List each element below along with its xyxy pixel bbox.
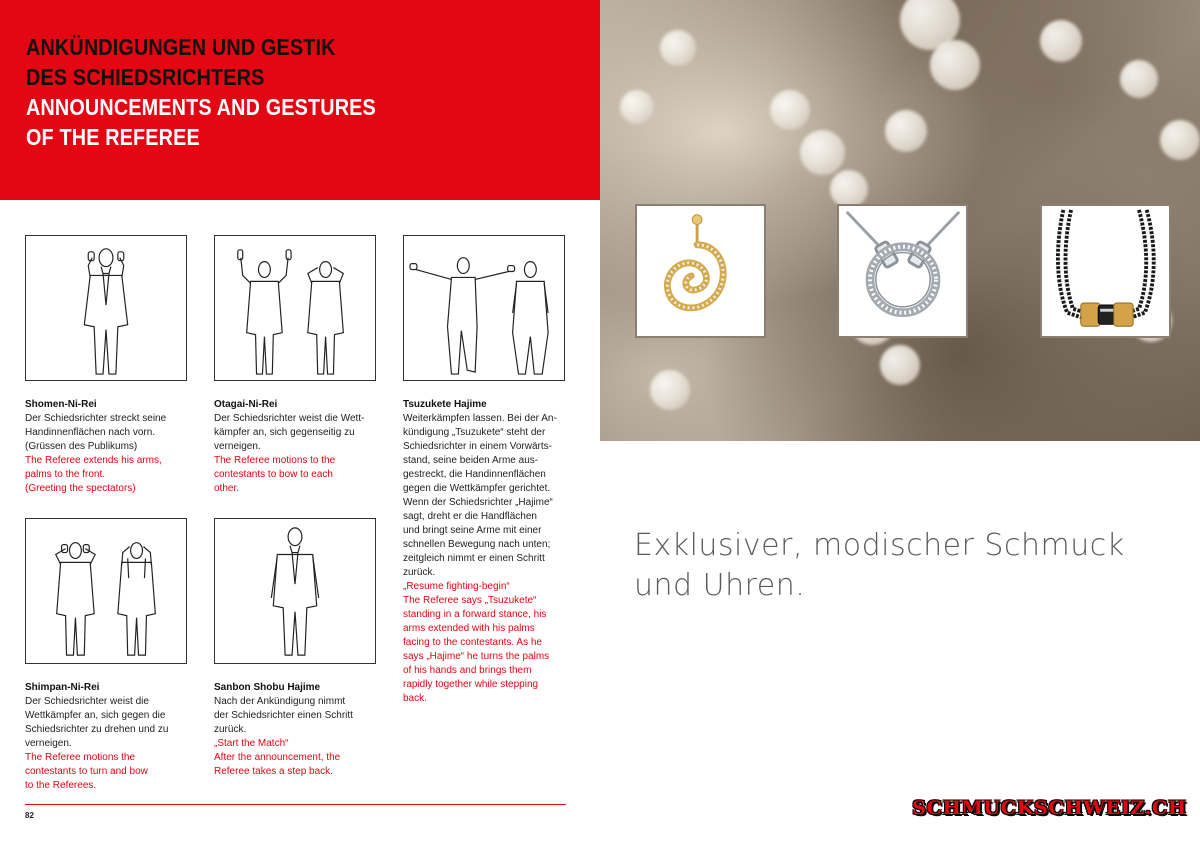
caption-en-line: contestants to bow to each <box>214 469 333 480</box>
caption-de-line: Wettkämpfer an, sich gegen die <box>25 710 166 721</box>
caption-de-line: zurück. <box>403 567 436 578</box>
caption-en-line: arms extended with his palms <box>403 623 535 634</box>
caption-de-line: verneigen. <box>214 441 261 452</box>
caption-en-line: palms to the front. <box>25 469 106 480</box>
caption-title: Shomen-Ni-Rei <box>25 399 97 410</box>
caption-de-line: Schiedsrichter in einem Vorwärts- <box>403 441 552 452</box>
caption-de-line: kündigung „Tsuzukete“ steht der <box>403 427 546 438</box>
otagai-ni-rei-caption <box>214 398 379 496</box>
caption-en-line: After the announcement, the <box>214 752 341 763</box>
caption-de-line: Der Schiedsrichter weist die Wett- <box>214 413 365 424</box>
caption-en-line: to the Referees. <box>25 780 97 791</box>
shomen-ni-rei-illustration <box>25 235 187 381</box>
caption-de-line: Der Schiedsrichter streckt seine <box>25 413 167 424</box>
pearl-icon <box>830 170 868 208</box>
title-de-line1: ANKÜNDIGUNGEN UND GESTIK <box>26 34 336 60</box>
brand-logo: SCHMUCKSCHWEIZ.CH <box>912 797 1187 819</box>
caption-en-line: The Referee motions to the <box>214 455 336 466</box>
caption-de-line: Der Schiedsrichter weist die <box>25 696 149 707</box>
caption-title: Shimpan-Ni-Rei <box>25 682 100 693</box>
caption-en-line: back. <box>403 693 427 704</box>
pearl-icon <box>650 370 690 410</box>
shimpan-ni-rei-caption <box>25 681 190 793</box>
caption-de-line: zurück. <box>214 724 247 735</box>
pearl-icon <box>770 90 810 130</box>
caption-de-line: gestreckt, die Handinnenflächen <box>403 469 546 480</box>
sanbon-shobu-hajime-caption <box>214 681 379 779</box>
slogan-line2: und Uhren. <box>634 568 806 603</box>
title-banner <box>0 0 600 200</box>
caption-de-line: Nach der Ankündigung nimmt <box>214 696 346 707</box>
ad-slogan <box>634 526 1125 606</box>
caption-de-line: Schiedsrichter zu drehen und zu <box>25 724 169 735</box>
caption-de-line: (Grüssen des Publikums) <box>25 441 138 452</box>
belly-ring-product-image <box>635 204 766 338</box>
caption-en-line: The Referee says „Tsuzukete“ <box>403 595 537 606</box>
caption-title: Sanbon Shobu Hajime <box>214 682 321 693</box>
caption-de-line: gegen die Wettkämpfer gerichtet. <box>403 483 551 494</box>
caption-en-line: of his hands and brings them <box>403 665 532 676</box>
title-en-line1: ANNOUNCEMENTS AND GESTURES <box>26 94 376 120</box>
caption-de-line: und bringt seine Arme mit einer <box>403 525 542 536</box>
otagai-ni-rei-illustration <box>214 235 376 381</box>
tsuzukete-hajime-illustration <box>403 235 565 381</box>
title-en-line2: OF THE REFEREE <box>26 124 200 150</box>
caption-en-line: rapidly together while stepping <box>403 679 539 690</box>
pearl-icon <box>800 130 845 175</box>
pearl-icon <box>620 90 654 124</box>
tsuzukete-hajime-caption <box>403 398 573 706</box>
caption-de-line: sagt, dreht er die Handflächen <box>403 511 537 522</box>
caption-en-line: (Greeting the spectators) <box>25 483 136 494</box>
caption-de-line: der Schiedsrichter einen Schritt <box>214 710 353 721</box>
caption-en-line: The Referee extends his arms, <box>25 455 162 466</box>
caption-en-line: other. <box>214 483 240 494</box>
shomen-ni-rei-caption <box>25 398 190 496</box>
caption-title: Otagai-Ni-Rei <box>214 399 278 410</box>
caption-de-line: stand, seine beiden Arme aus- <box>403 455 539 466</box>
pearl-icon <box>880 345 920 385</box>
caption-de-line: Wenn der Schiedsrichter „Hajime“ <box>403 497 553 508</box>
footer-divider <box>25 804 566 805</box>
caption-de-line: schnellen Bewegung nach unten; <box>403 539 551 550</box>
circle-pendant-necklace-image <box>837 204 968 338</box>
caption-de-line: Handinnenflächen nach vorn. <box>25 427 156 438</box>
caption-en-line: „Start the Match“ <box>214 738 289 749</box>
caption-en-line: contestants to turn and bow <box>25 766 148 777</box>
pearl-icon <box>1120 60 1158 98</box>
caption-de-line: verneigen. <box>25 738 72 749</box>
caption-en-line: facing to the contestants. As he <box>403 637 542 648</box>
caption-en-line: Referee takes a step back. <box>214 766 333 777</box>
shimpan-ni-rei-illustration <box>25 518 187 664</box>
pearl-icon <box>885 110 927 152</box>
pearl-icon <box>930 40 980 90</box>
caption-de-line: kämpfer an, sich gegenseitig zu <box>214 427 355 438</box>
page-number: 82 <box>25 811 34 820</box>
pearl-icon <box>660 30 696 66</box>
right-page-ad <box>600 0 1200 848</box>
title-de-line2: DES SCHIEDSRICHTERS <box>26 64 265 90</box>
slogan-line1: Exklusiver, modischer Schmuck <box>634 528 1125 563</box>
pearl-icon <box>1160 120 1200 160</box>
caption-de-line: zeitgleich nimmt er einen Schritt <box>403 553 545 564</box>
caption-title: Tsuzukete Hajime <box>403 399 487 410</box>
caption-en-line: „Resume fighting-begin“ <box>403 581 510 592</box>
pearl-icon <box>1040 20 1082 62</box>
sanbon-shobu-hajime-illustration <box>214 518 376 664</box>
caption-en-line: standing in a forward stance, his <box>403 609 547 620</box>
caption-de-line: Weiterkämpfen lassen. Bei der An- <box>403 413 557 424</box>
caption-en-line: says „Hajime“ he turns the palms <box>403 651 550 662</box>
caption-en-line: The Referee motions the <box>25 752 136 763</box>
black-bead-bracelet-image <box>1040 204 1171 338</box>
